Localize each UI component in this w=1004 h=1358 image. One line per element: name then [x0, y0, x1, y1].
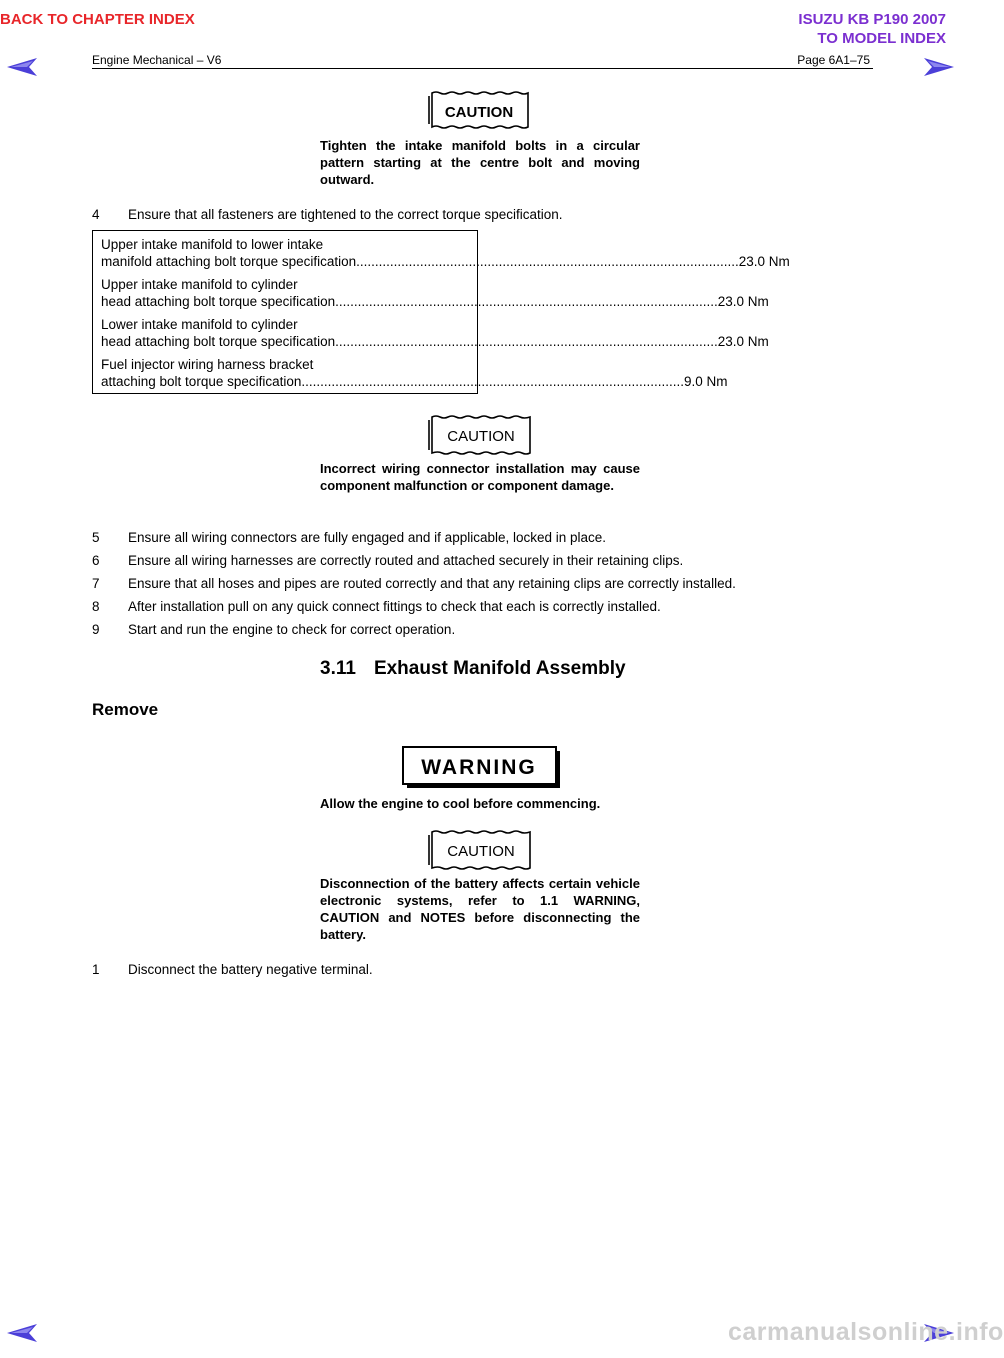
step-number: 4: [92, 207, 100, 222]
spec-line1: Lower intake manifold to cylinder: [101, 317, 298, 332]
spec-item: [101, 317, 769, 350]
step-item: [92, 553, 683, 568]
spec-desc: manifold attaching bolt torque specification: [101, 253, 357, 269]
step-number: 7: [92, 576, 100, 591]
step-text: Ensure that all hoses and pipes are routed correctly and that any retaining clips are correctly installed.: [128, 576, 736, 591]
to-model-index-link[interactable]: TO MODEL INDEX: [817, 30, 946, 47]
caution-text: Incorrect wiring connector installation may cause component malfunction or component damage.: [320, 461, 640, 493]
caution-badge: [426, 829, 534, 871]
caution-text: Tighten the intake manifold bolts in a circular pattern starting at the centre bolt and moving outward.: [320, 138, 640, 187]
left-arrow-icon: [7, 1324, 39, 1342]
step-item: [92, 599, 661, 614]
spec-value: 23.0 Nm: [738, 253, 790, 269]
spec-dots: [356, 254, 739, 271]
step-text: Disconnect the battery negative terminal.: [128, 962, 373, 977]
section-title: [320, 658, 626, 680]
prev-page-button-bottom[interactable]: [7, 1324, 39, 1342]
spec-item: [101, 357, 728, 390]
caution-badge: [426, 414, 534, 456]
section-name: Exhaust Manifold Assembly: [373, 658, 626, 679]
header-right: Page 6A1–75: [797, 53, 870, 67]
torque-spec-box: [92, 230, 790, 394]
spec-desc: head attaching bolt torque specification: [101, 293, 336, 309]
back-to-chapter-index-link[interactable]: BACK TO CHAPTER INDEX: [0, 11, 195, 28]
left-arrow-icon: [7, 58, 39, 76]
spec-dots: [301, 374, 684, 391]
spec-value: 9.0 Nm: [683, 373, 728, 389]
step-text: Start and run the engine to check for correct operation.: [128, 622, 456, 637]
header-rule: [92, 68, 873, 69]
step-item: [92, 576, 736, 591]
spec-dots: [335, 294, 718, 311]
spec-line1: Upper intake manifold to lower intake: [101, 237, 324, 252]
prev-page-button[interactable]: [7, 58, 39, 76]
step-number: 9: [92, 622, 100, 637]
step-item: [92, 530, 606, 545]
step-text: After installation pull on any quick connect fittings to check that each is correctly installed.: [128, 599, 661, 614]
spec-desc: attaching bolt torque specification: [101, 373, 302, 389]
step-number: 6: [92, 553, 100, 568]
step-number: 5: [92, 530, 100, 545]
step-text: Ensure all wiring connectors are fully engaged and if applicable, locked in place.: [128, 530, 607, 545]
spec-value: 23.0 Nm: [717, 333, 769, 349]
step-item: [92, 622, 455, 637]
step-text: Ensure all wiring harnesses are correctly routed and attached securely in their retaining clips.: [128, 553, 684, 568]
warning-label: WARNING: [421, 756, 537, 779]
section-number: 3.11: [320, 658, 356, 679]
right-arrow-icon: [922, 58, 954, 76]
caution-badge: [426, 90, 532, 130]
caution-label: CAUTION: [447, 843, 515, 860]
step-item: [92, 962, 373, 977]
subsection-title: Remove: [92, 700, 159, 719]
spec-value: 23.0 Nm: [717, 293, 769, 309]
next-page-button[interactable]: [922, 58, 954, 76]
step-number: 8: [92, 599, 100, 614]
caution-label: CAUTION: [447, 428, 515, 445]
spec-dots: [335, 334, 718, 351]
model-title-link[interactable]: ISUZU KB P190 2007: [798, 11, 946, 28]
spec-line1: Fuel injector wiring harness bracket: [101, 357, 314, 372]
step-number: 1: [92, 962, 100, 977]
warning-text: Allow the engine to cool before commencing.: [320, 796, 601, 811]
step-text: Ensure that all fasteners are tightened to the correct torque specification.: [128, 207, 563, 222]
watermark: carmanualsonline.info: [728, 1318, 1004, 1346]
caution-label: CAUTION: [444, 104, 514, 121]
spec-desc: head attaching bolt torque specification: [101, 333, 336, 349]
step-item: [92, 207, 563, 222]
caution-text: Disconnection of the battery affects certain vehicle electronic systems, refer to 1.1 WARNING, CAUTION and NOTES before disconnecting the battery.: [320, 876, 640, 942]
header-left: Engine Mechanical – V6: [92, 53, 222, 67]
warning-badge: [402, 746, 562, 795]
spec-item: [101, 237, 790, 270]
spec-item: [101, 277, 769, 310]
spec-line1: Upper intake manifold to cylinder: [101, 277, 298, 292]
